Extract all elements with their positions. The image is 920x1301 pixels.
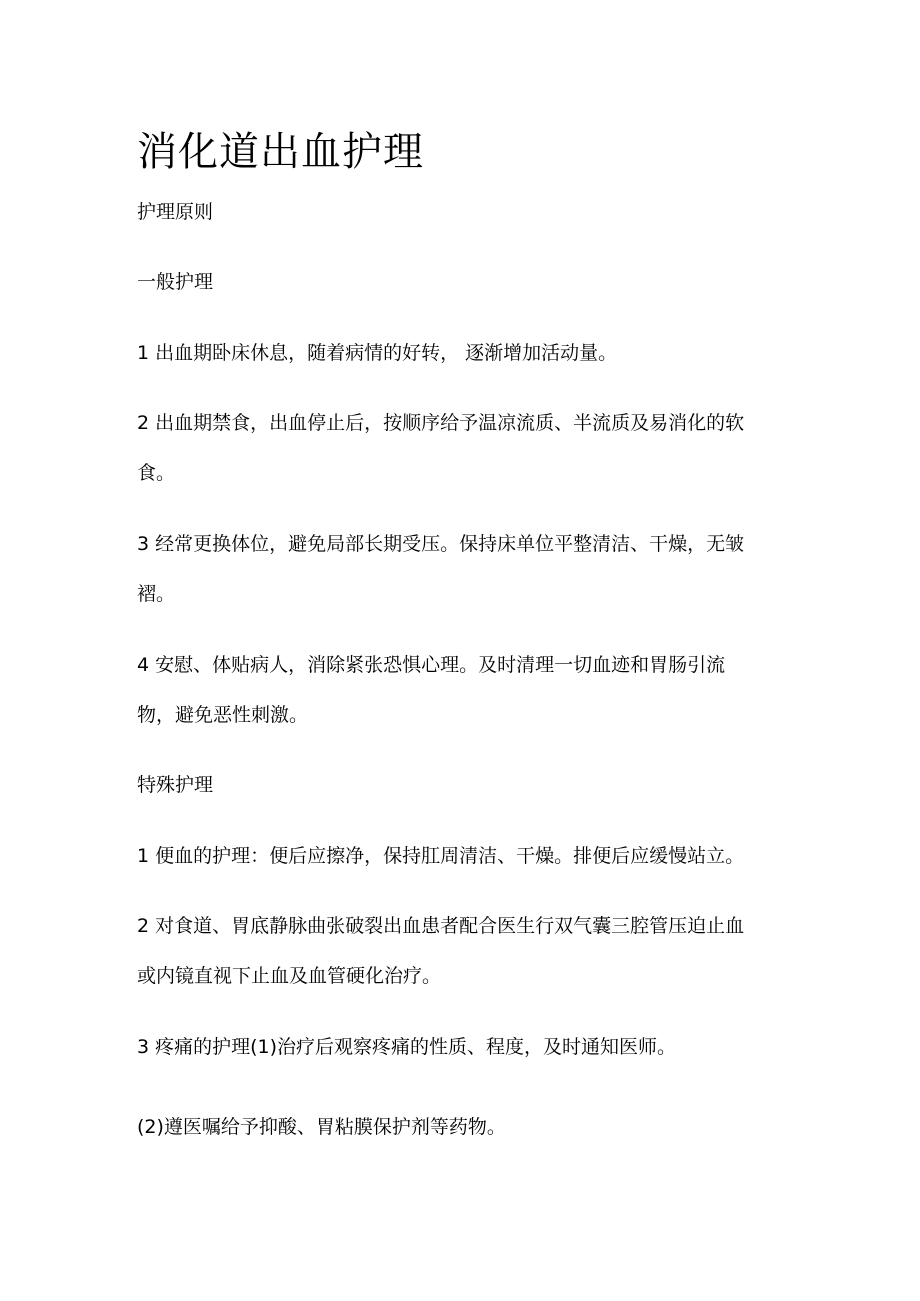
paragraph-line: 4 安慰、体贴病人，消除紧张恐惧心理。及时清理一切血迹和胃肠引流 <box>137 654 726 676</box>
section-heading-nursing-principles: 护理原则 <box>137 201 214 223</box>
paragraph-line: 物，避免恶性刺激。 <box>137 704 309 726</box>
paragraph-line: 3 疼痛的护理(1)治疗后观察疼痛的性质、程度，及时通知医师。 <box>137 1036 677 1058</box>
subsection-heading-special-care: 特殊护理 <box>137 774 214 796</box>
paragraph-line: 食。 <box>137 462 176 484</box>
paragraph-line: 3 经常更换体位，避免局部长期受压。保持床单位平整清洁、干燥，无皱 <box>137 533 745 555</box>
paragraph-line: 2 出血期禁食，出血停止后，按顺序给予温凉流质、半流质及易消化的软 <box>137 412 745 434</box>
paragraph-line: (2)遵医嘱给予抑酸、胃粘膜保护剂等药物。 <box>137 1116 506 1138</box>
paragraph-line: 或内镜直视下止血及血管硬化治疗。 <box>137 965 442 987</box>
subsection-heading-general-care: 一般护理 <box>137 271 214 293</box>
document-title: 消化道出血护理 <box>137 129 424 175</box>
paragraph-line: 1 便血的护理：便后应擦净，保持肛周清洁、干燥。排便后应缓慢站立。 <box>137 845 745 867</box>
paragraph-line: 2 对食道、胃底静脉曲张破裂出血患者配合医生行双气囊三腔管压迫止血 <box>137 915 745 937</box>
paragraph-line: 褶。 <box>137 583 176 605</box>
paragraph-line: 1 出血期卧床休息，随着病情的好转， 逐渐增加活动量。 <box>137 342 618 364</box>
